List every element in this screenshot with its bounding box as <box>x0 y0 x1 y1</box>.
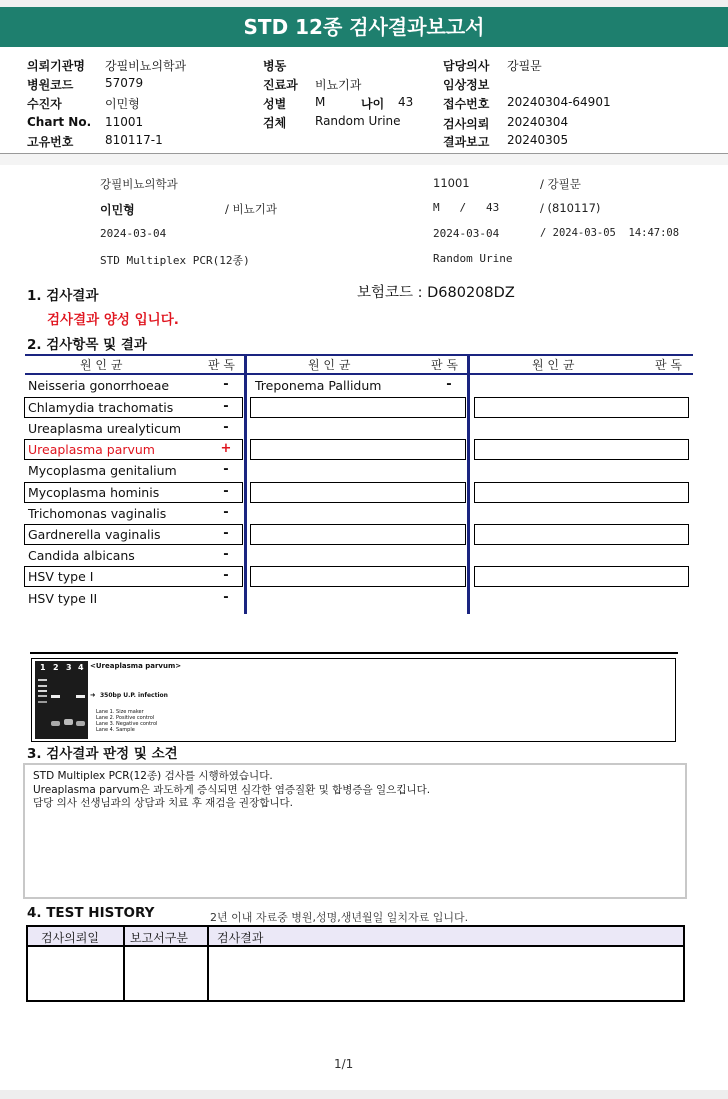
summary-sexage: M / 43 <box>433 201 500 214</box>
top-strip <box>0 0 728 7</box>
insurance-code: 보험코드 : D680208DZ <box>357 285 515 301</box>
section-3-title: 3. 검사결과 판정 및 소견 <box>27 746 178 762</box>
history-col-line <box>207 927 209 1000</box>
organism-name-positive: Ureaplasma parvum <box>28 442 155 457</box>
sex-value: M <box>315 95 326 109</box>
report-label: 결과보고 <box>443 135 490 149</box>
report-title: STD 12종 검사결과보고서 <box>0 7 728 47</box>
doctor-value: 강필문 <box>507 59 542 73</box>
receipt-value: 20240304-64901 <box>507 95 611 109</box>
receipt-label: 접수번호 <box>443 97 490 111</box>
empty-box <box>250 566 466 587</box>
empty-box <box>474 397 689 418</box>
gel-top-line <box>30 652 678 654</box>
summary-test: STD Multiplex PCR(12종) <box>100 254 250 267</box>
organism-name: Trichomonas vaginalis <box>28 506 167 521</box>
table-top-line <box>25 354 693 356</box>
gel-band-label: 350bp U.P. infection <box>100 692 168 699</box>
col2-org-header: 원 인 균 <box>308 358 351 372</box>
primer-band <box>64 719 73 725</box>
organism-result: - <box>223 399 229 414</box>
organism-name: HSV type II <box>28 591 98 606</box>
col2-judge-header: 판 독 <box>431 358 458 372</box>
opinion-line: 담당 의사 선생님과의 상담과 치료 후 재검을 권장합니다. <box>33 797 293 809</box>
req-value: 20240304 <box>507 115 569 129</box>
primer-band <box>51 721 60 726</box>
gel-legend: Lane 4. Sample <box>96 727 135 733</box>
organism-result: - <box>223 420 229 435</box>
empty-box <box>474 524 689 545</box>
patient-value: 이민형 <box>105 97 140 111</box>
organism-name: Neisseria gonorrhoeae <box>28 378 170 393</box>
lane-number: 3 <box>66 663 72 672</box>
gel-legend: Lane 3. Negative control <box>96 721 158 727</box>
gel-image <box>35 661 88 739</box>
ladder-band <box>38 690 47 692</box>
history-table <box>26 925 685 1002</box>
hospital-value: 강필비뇨의학과 <box>105 59 187 73</box>
organism-name: Candida albicans <box>28 548 135 563</box>
empty-box <box>250 524 466 545</box>
age-label: 나이 <box>361 97 385 111</box>
opinion-line: STD Multiplex PCR(12종) 검사를 시행하였습니다. <box>33 770 273 782</box>
positive-band <box>51 695 60 698</box>
gel-legend: Lane 1. Size maker <box>96 709 144 715</box>
summary-dept: / 비뇨기과 <box>225 202 277 216</box>
code-label: 병원코드 <box>27 78 74 92</box>
organism-name: Gardnerella vaginalis <box>28 527 161 542</box>
gel-legend: Lane 2. Positive control <box>96 715 155 721</box>
table-header-line <box>25 373 693 375</box>
summary-date1: 2024-03-04 <box>100 227 167 240</box>
col3-org-header: 원 인 균 <box>532 358 575 372</box>
chart-value: 11001 <box>105 115 144 129</box>
header-divider <box>0 153 728 165</box>
organism-result: - <box>223 547 229 562</box>
sample-band <box>76 695 85 698</box>
history-header: 검사결과 <box>217 931 264 945</box>
history-col-line <box>123 927 125 1000</box>
empty-box <box>474 439 689 460</box>
summary-patient: 이민형 <box>100 203 135 217</box>
history-note: 2년 이내 자료중 병원,성명,생년월일 일치자료 입니다. <box>210 911 469 924</box>
organism-result: - <box>446 377 452 392</box>
table-divider-1 <box>244 354 247 614</box>
summary-chart: 11001 <box>433 176 470 190</box>
empty-box <box>250 482 466 503</box>
summary-hospital: 강필비뇨의학과 <box>100 177 178 191</box>
col3-judge-header: 판 독 <box>655 358 682 372</box>
opinion-line: Ureaplasma parvum은 과도하게 증식되면 심각한 염증질환 및 합병증을 일으킵니다. <box>33 783 431 796</box>
organism-result: - <box>223 462 229 477</box>
organism-result: - <box>223 568 229 583</box>
specimen-value: Random Urine <box>315 114 401 128</box>
report-value: 20240305 <box>507 133 569 147</box>
section-2-title: 2. 검사항목 및 결과 <box>27 337 147 353</box>
ward-label: 병동 <box>263 59 287 73</box>
ladder-band <box>38 701 47 703</box>
doctor-label: 담당의사 <box>443 59 490 73</box>
summary-doctor: / 강필문 <box>540 177 581 191</box>
organism-result: - <box>223 484 229 499</box>
organism-result-positive: + <box>220 441 232 456</box>
ladder-band <box>38 685 47 687</box>
dept-value: 비뇨기과 <box>315 78 362 92</box>
organism-name: HSV type I <box>28 569 94 584</box>
page-number: 1/1 <box>334 1057 354 1071</box>
history-header: 검사의뢰일 <box>41 931 99 945</box>
col1-org-header: 원 인 균 <box>80 358 123 372</box>
hospital-label: 의뢰기관명 <box>27 59 85 73</box>
table-divider-2 <box>467 354 470 614</box>
organism-name: Mycoplasma genitalium <box>28 463 177 478</box>
opinion-box <box>23 763 687 899</box>
organism-name: Treponema Pallidum <box>255 378 382 393</box>
age-value: 43 <box>398 95 414 109</box>
organism-result: - <box>223 590 229 605</box>
uid-value: 810117-1 <box>105 133 163 147</box>
section-4-title: 4. TEST HISTORY <box>27 905 155 921</box>
specimen-label: 검체 <box>263 116 287 130</box>
organism-name: Mycoplasma hominis <box>28 485 160 500</box>
primer-band <box>76 721 85 726</box>
empty-box <box>250 439 466 460</box>
uid-label: 고유번호 <box>27 135 74 149</box>
lane-number: 1 <box>40 663 46 672</box>
patient-label: 수진자 <box>27 97 62 111</box>
history-header-row <box>28 927 683 947</box>
lane-number: 2 <box>53 663 59 672</box>
arrow-icon: ➜ <box>90 691 96 699</box>
positive-result: 검사결과 양성 입니다. <box>47 312 179 328</box>
empty-box <box>474 482 689 503</box>
organism-name: Chlamydia trachomatis <box>28 400 174 415</box>
section-1-title: 1. 검사결과 <box>27 288 99 304</box>
lane-number: 4 <box>78 663 84 672</box>
summary-date2: 2024-03-04 <box>433 227 500 240</box>
summary-birth: / (810117) <box>540 201 601 215</box>
organism-result: - <box>223 505 229 520</box>
req-label: 검사의뢰 <box>443 117 490 131</box>
code-value: 57079 <box>105 76 144 90</box>
organism-result: - <box>223 377 229 392</box>
gel-title: <Ureaplasma parvum> <box>90 662 182 670</box>
col1-judge-header: 판 독 <box>208 358 235 372</box>
clinical-label: 임상정보 <box>443 78 490 92</box>
dept-label: 진료과 <box>263 78 298 92</box>
summary-specimen: Random Urine <box>433 252 513 265</box>
organism-name: Ureaplasma urealyticum <box>28 421 182 436</box>
summary-date3: / 2024-03-05 14:47:08 <box>540 227 680 239</box>
empty-box <box>250 397 466 418</box>
ladder-band <box>38 679 47 681</box>
chart-label: Chart No. <box>27 115 92 129</box>
organism-result: - <box>223 526 229 541</box>
bottom-strip <box>0 1090 728 1099</box>
empty-box <box>474 566 689 587</box>
history-header: 보고서구분 <box>130 931 188 945</box>
sex-label: 성별 <box>263 97 287 111</box>
ladder-band <box>38 695 47 697</box>
